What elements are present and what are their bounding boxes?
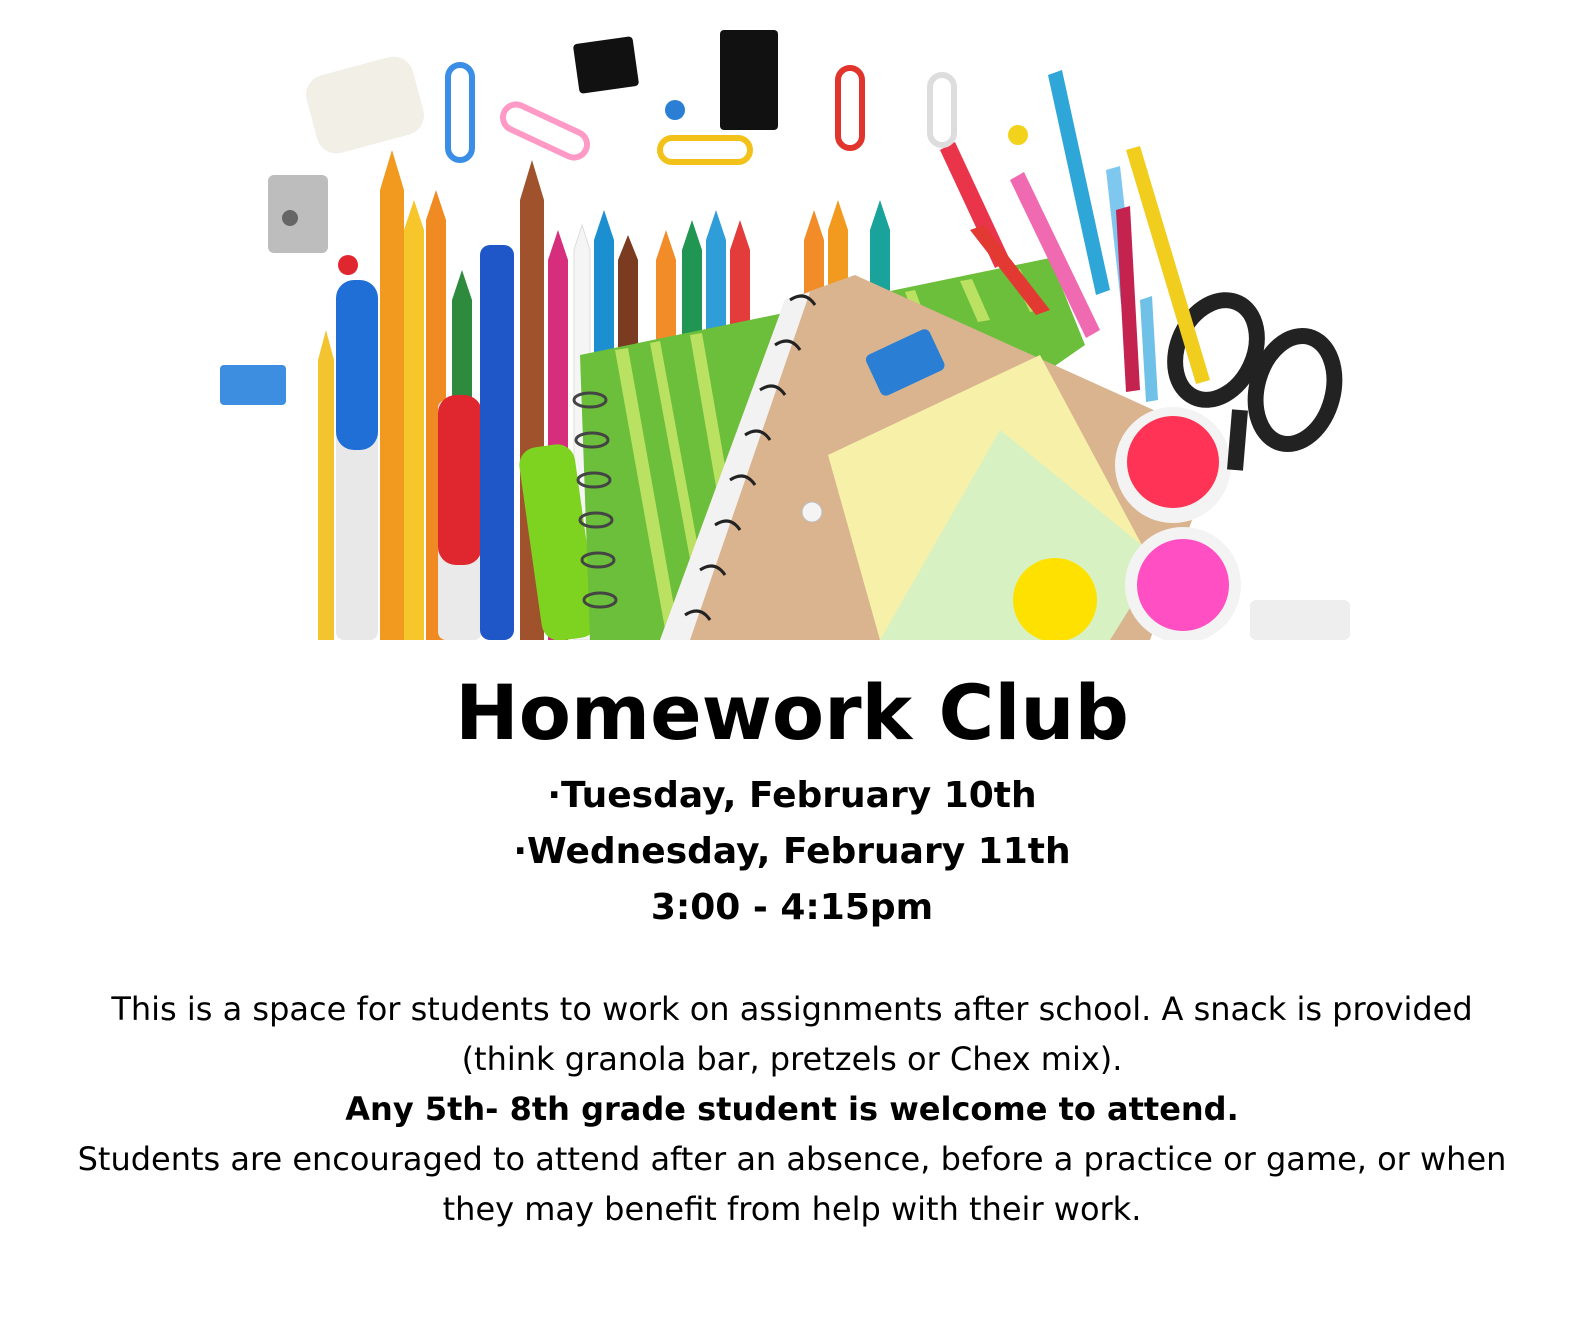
date-tuesday: ·Tuesday, February 10th <box>547 775 1037 816</box>
eligibility-statement: Any 5th- 8th grade student is welcome to attend. <box>345 1090 1239 1128</box>
school-supplies-illustration <box>0 0 1584 640</box>
encouragement-line-1: Students are encouraged to attend after an absence, before a practice or game, or when <box>77 1140 1507 1178</box>
paper-clips-icon <box>448 65 954 162</box>
sharpener-icon <box>268 175 328 253</box>
description-line-2: (think granola bar, pretzels or Chex mix). <box>461 1040 1123 1078</box>
flyer-title: Homework Club <box>455 668 1129 757</box>
description <box>0 984 1584 1234</box>
encouragement-line-2: they may benefit from help with their work. <box>442 1190 1142 1228</box>
date-wednesday: ·Wednesday, February 11th <box>513 831 1071 872</box>
eraser-icon <box>302 52 429 158</box>
meeting-time: 3:00 - 4:15pm <box>650 887 934 928</box>
description-line-1: This is a space for students to work on assignments after school. A snack is provided <box>111 990 1473 1028</box>
